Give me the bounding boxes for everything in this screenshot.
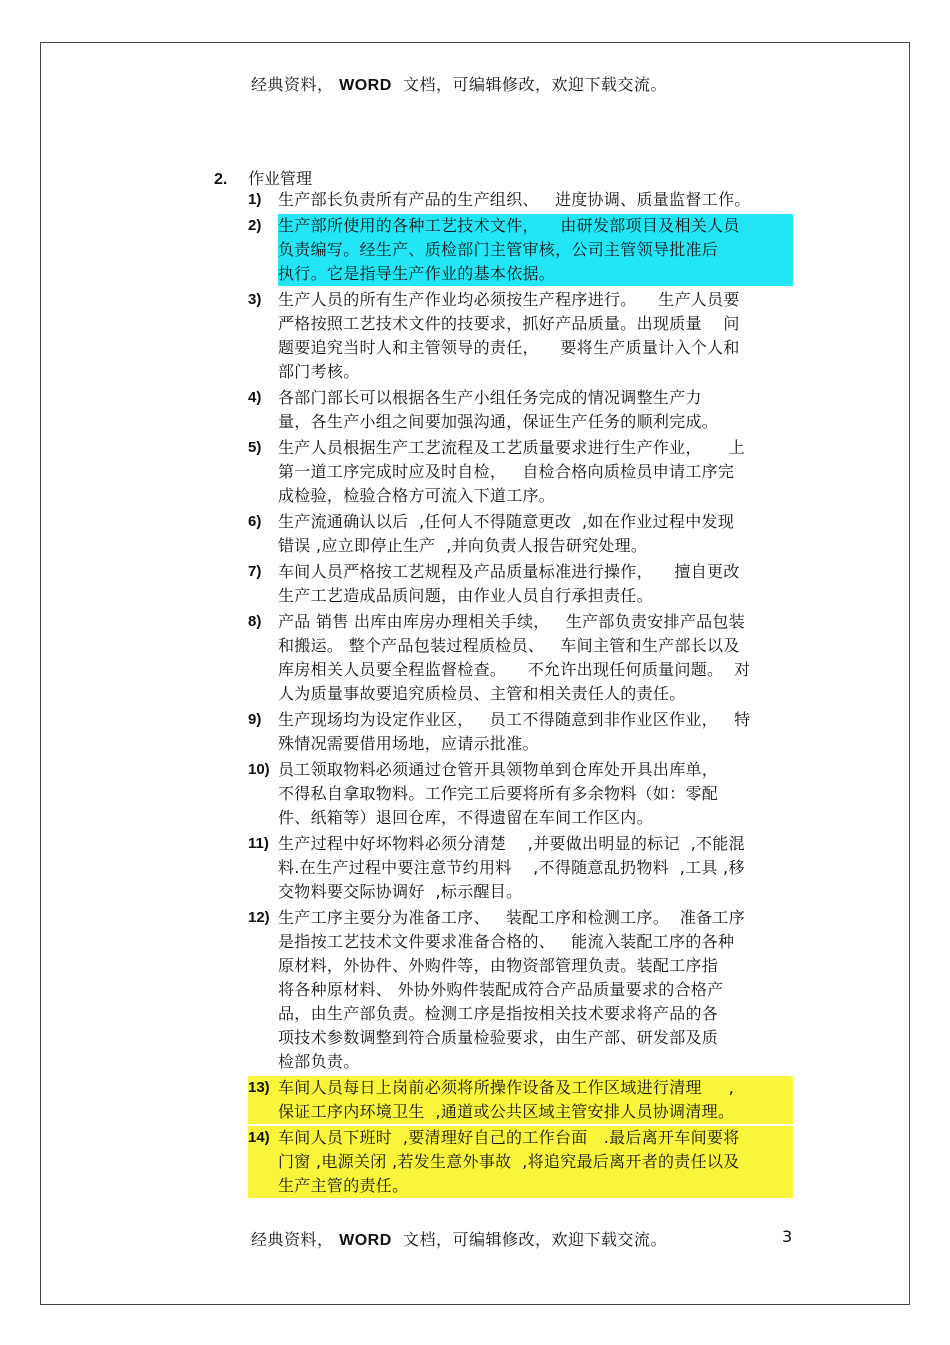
page-header xyxy=(251,72,667,95)
list-item-text xyxy=(278,386,793,434)
list-item xyxy=(248,610,793,706)
text-line: 生产主管的责任。 xyxy=(278,1174,793,1198)
list-item-text xyxy=(278,1076,793,1124)
text-line: 生产过程中好坏物料必须分清楚 ,并要做出明显的标记 ,不能混 xyxy=(278,834,745,853)
list-item xyxy=(248,386,793,434)
text-line: 保证工序内环境卫生 ,通道或公共区域主管安排人员协调清理。 xyxy=(278,1100,793,1124)
list-item-number: 4) xyxy=(248,389,262,406)
text-line: 和搬运。 整个产品包装过程质检员、 车间主管和生产部长以及 xyxy=(278,636,740,655)
text-line: 执行。它是指导生产作业的基本依据。 xyxy=(278,262,793,286)
header-text-pre: 经典资料， xyxy=(251,75,334,94)
text-line: 部门考核。 xyxy=(278,362,360,381)
list-item-text xyxy=(278,560,793,608)
text-line: 严格按照工艺技术文件的技要求，抓好产品质量。出现质量 问 xyxy=(278,314,740,333)
list-item-text xyxy=(278,708,793,756)
list-item-text xyxy=(278,1126,793,1198)
page-footer xyxy=(251,1227,667,1250)
list-item xyxy=(248,188,793,212)
list-item-number: 9) xyxy=(248,711,262,728)
list-item xyxy=(248,1126,793,1198)
text-line: 成检验，检验合格方可流入下道工序。 xyxy=(278,486,556,505)
list-item-number: 3) xyxy=(248,291,262,308)
text-line: 料.在生产过程中要注意节约用料 ,不得随意乱扔物料 ,工具 ,移 xyxy=(278,858,745,877)
page-number: 3 xyxy=(782,1227,793,1246)
list-item-number: 7) xyxy=(248,563,262,580)
text-line: 将各种原材料、 外协外购件装配成符合产品质量要求的合格产 xyxy=(278,980,724,999)
section-number: 2. xyxy=(214,171,228,188)
header-text-post: 文档，可编辑修改，欢迎下载交流。 xyxy=(402,75,667,94)
text-line: 生产工艺造成品质问题，由作业人员自行承担责任。 xyxy=(278,586,653,605)
text-line: 生产部长负责所有产品的生产组织、 进度协调、质量监督工作。 xyxy=(278,190,751,209)
list-item-text xyxy=(278,188,793,212)
list-item xyxy=(248,708,793,756)
text-line: 库房相关人员要全程监督检查。 不允许出现任何质量问题。 对 xyxy=(278,660,751,679)
text-line: 检部负责。 xyxy=(278,1052,360,1071)
list-item-text xyxy=(278,510,793,558)
section-heading xyxy=(214,166,312,189)
list-item-number: 14) xyxy=(248,1126,278,1198)
text-line: 交物料要交际协调好 ,标示醒目。 xyxy=(278,882,523,901)
list-item-text xyxy=(278,610,793,706)
list-item-text xyxy=(278,832,793,904)
list-item xyxy=(248,560,793,608)
text-line: 车间人员下班时 ,要清理好自己的工作台面 .最后离开车间要将 xyxy=(278,1126,793,1150)
list-item-number: 11) xyxy=(248,835,269,852)
text-line: 是指按工艺技术文件要求准备合格的、 能流入装配工序的各种 xyxy=(278,932,735,951)
text-line: 车间人员严格按工艺规程及产品质量标准进行操作， 擅自更改 xyxy=(278,562,740,581)
footer-text-pre: 经典资料， xyxy=(251,1230,334,1249)
text-line: 第一道工序完成时应及时自检， 自检合格向质检员申请工序完 xyxy=(278,462,735,481)
list-item xyxy=(248,1076,793,1124)
header-word: WORD xyxy=(339,77,392,94)
list-item-number: 13) xyxy=(248,1076,278,1124)
list-item xyxy=(248,288,793,384)
text-line: 生产人员根据生产工艺流程及工艺质量要求进行生产作业， 上 xyxy=(278,438,746,457)
text-line: 项技术参数调整到符合质量检验要求，由生产部、研发部及质 xyxy=(278,1028,719,1047)
text-line: 品，由生产部负责。检测工序是指按相关技术要求将产品的各 xyxy=(278,1004,719,1023)
list-item-text xyxy=(278,436,793,508)
list-item-text xyxy=(278,288,793,384)
text-line: 生产人员的所有生产作业均必须按生产程序进行。 生产人员要 xyxy=(278,290,740,309)
text-line: 负责编写。经生产、质检部门主管审核，公司主管领导批准后 xyxy=(278,238,793,262)
list-item xyxy=(248,832,793,904)
list-item xyxy=(248,214,793,286)
text-line: 员工领取物料必须通过仓管开具领物单到仓库处开具出库单， xyxy=(278,760,719,779)
list-item-number: 10) xyxy=(248,761,270,778)
text-line: 件、纸箱等）退回仓库，不得遗留在车间工作区内。 xyxy=(278,808,653,827)
footer-word: WORD xyxy=(339,1232,392,1249)
text-line: 生产部所使用的各种工艺技术文件， 由研发部项目及相关人员 xyxy=(278,214,793,238)
rules-list xyxy=(248,188,793,1200)
list-item xyxy=(248,436,793,508)
list-item xyxy=(248,906,793,1074)
text-line: 错误 ,应立即停止生产 ,并向负责人报告研究处理。 xyxy=(278,536,648,555)
text-line: 产品 销售 出库由库房办理相关手续， 生产部负责安排产品包装 xyxy=(278,612,746,631)
footer-text-post: 文档，可编辑修改，欢迎下载交流。 xyxy=(402,1230,667,1249)
text-line: 门窗 ,电源关闭 ,若发生意外事故 ,将追究最后离开者的责任以及 xyxy=(278,1150,793,1174)
text-line: 题要追究当时人和主管领导的责任， 要将生产质量计入个人和 xyxy=(278,338,740,357)
text-line: 原材料，外协件、外购件等，由物资部管理负责。装配工序指 xyxy=(278,956,719,975)
list-item-number: 12) xyxy=(248,909,270,926)
text-line: 各部门部长可以根据各生产小组任务完成的情况调整生产力 xyxy=(278,388,702,407)
text-line: 生产流通确认以后 ,任何人不得随意更改 ,如在作业过程中发现 xyxy=(278,512,735,531)
list-item-text xyxy=(278,906,793,1074)
list-item xyxy=(248,758,793,830)
text-line: 殊情况需要借用场地，应请示批准。 xyxy=(278,734,539,753)
list-item xyxy=(248,510,793,558)
text-line: 生产现场均为设定作业区， 员工不得随意到非作业区作业， 特 xyxy=(278,710,751,729)
list-item-text xyxy=(278,214,793,286)
list-item-number: 2) xyxy=(248,217,262,234)
text-line: 生产工序主要分为准备工序、 装配工序和检测工序。 准备工序 xyxy=(278,908,746,927)
section-title: 作业管理 xyxy=(248,169,313,188)
text-line: 车间人员每日上岗前必须将所操作设备及工作区域进行清理 , xyxy=(278,1076,793,1100)
list-item-text xyxy=(278,758,793,830)
list-item-number: 8) xyxy=(248,613,262,630)
list-item-number: 5) xyxy=(248,439,262,456)
list-item-number: 1) xyxy=(248,191,262,208)
text-line: 不得私自拿取物料。工作完工后要将所有多余物料（如：零配 xyxy=(278,784,719,803)
text-line: 量，各生产小组之间要加强沟通，保证生产任务的顺利完成。 xyxy=(278,412,719,431)
list-item-number: 6) xyxy=(248,513,262,530)
text-line: 人为质量事故要追究质检员、主管和相关责任人的责任。 xyxy=(278,684,686,703)
